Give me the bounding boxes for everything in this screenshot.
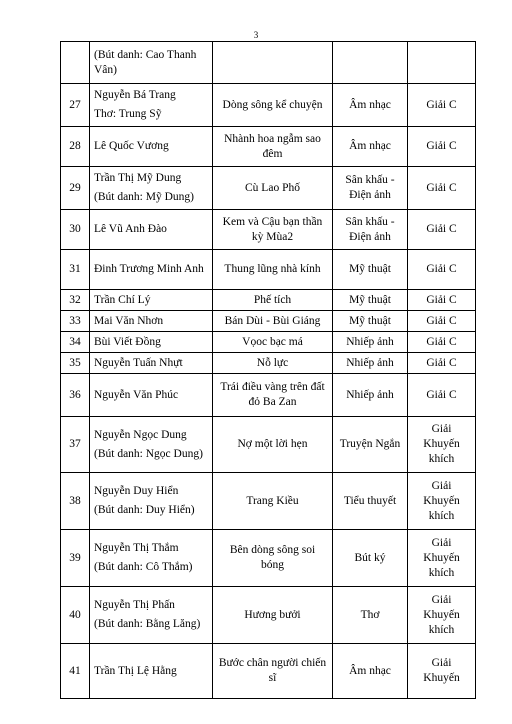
cell-field: Bút ký: [333, 530, 408, 587]
cell-work: Bán Dùi - Bùi Giáng: [213, 311, 333, 332]
cell-prize: Giải Khuyến khích: [408, 417, 476, 473]
cell-prize: Giải Khuyến khích: [408, 530, 476, 587]
person-name: Đinh Trương Minh Anh: [94, 263, 204, 275]
cell-prize: Giải C: [408, 353, 476, 374]
cell-work: Nỗ lực: [213, 353, 333, 374]
cell-work: Trang Kiều: [213, 473, 333, 530]
person-name: Nguyễn Ngọc Dung: [94, 428, 187, 441]
cell-name: [90, 587, 213, 644]
cell-name: [90, 290, 213, 311]
cell-work: Bước chân người chiến sĩ: [213, 644, 333, 699]
person-name: Bùi Viết Đồng: [94, 335, 161, 348]
cell-field: Âm nhạc: [333, 127, 408, 167]
cell-stt: 34: [61, 332, 90, 353]
cell-work: [213, 42, 333, 84]
cell-field: Truyện Ngắn: [333, 417, 408, 473]
cell-work: Kem và Cậu bạn thần kỳ Mùa2: [213, 210, 333, 250]
cell-work: Nợ một lời hẹn: [213, 417, 333, 473]
table-row: [61, 311, 476, 332]
cell-prize: Giải C: [408, 311, 476, 332]
cell-stt: 28: [61, 127, 90, 167]
pen-name: (Bút danh: Cô Thắm): [94, 561, 193, 573]
cell-field: Mỹ thuật: [333, 250, 408, 290]
cell-work: Cù Lao Phố: [213, 167, 333, 210]
cell-name: [90, 374, 213, 417]
cell-work: Dòng sông kể chuyện: [213, 84, 333, 127]
pen-name: (Bút danh: Ngọc Dung): [94, 447, 203, 460]
cell-stt: 40: [61, 587, 90, 644]
cell-field: [333, 42, 408, 84]
cell-name: [90, 84, 213, 127]
cell-prize: [408, 42, 476, 84]
cell-work: Thung lũng nhà kính: [213, 250, 333, 290]
cell-stt: 27: [61, 84, 90, 127]
awards-table-body: [61, 42, 476, 699]
person-name: Nguyễn Thị Phấn: [94, 599, 175, 611]
table-row-carry-over: [61, 42, 476, 84]
table-row: [61, 587, 476, 644]
cell-prize: Giải C: [408, 127, 476, 167]
cell-name: [90, 167, 213, 210]
cell-work: Phế tích: [213, 290, 333, 311]
cell-stt: 41: [61, 644, 90, 699]
person-name: Nguyễn Tuấn Nhựt: [94, 356, 183, 369]
person-name: Trần Chí Lý: [94, 293, 151, 306]
cell-prize: Giải C: [408, 210, 476, 250]
cell-stt: 32: [61, 290, 90, 311]
awards-table: [60, 41, 476, 699]
person-name: Nguyễn Thị Thắm: [94, 542, 179, 554]
cell-work: Trái điều vàng trên đất đỏ Ba Zan: [213, 374, 333, 417]
cell-name: [90, 42, 213, 84]
table-row: [61, 290, 476, 311]
table-row: [61, 84, 476, 127]
person-name: Mai Văn Nhơn: [94, 314, 164, 327]
person-name: Nguyễn Duy Hiển: [94, 485, 179, 497]
cell-stt: 36: [61, 374, 90, 417]
cell-stt: 31: [61, 250, 90, 290]
cell-prize: Giải Khuyến: [408, 644, 476, 699]
table-row: [61, 374, 476, 417]
cell-stt: [61, 42, 90, 84]
cell-name: [90, 311, 213, 332]
cell-name: [90, 127, 213, 167]
table-row: [61, 250, 476, 290]
pen-name: Thơ: Trung Sỹ: [94, 108, 162, 120]
cell-field: Thơ: [333, 587, 408, 644]
cell-field: Mỹ thuật: [333, 290, 408, 311]
pen-name: (Bút danh: Cao Thanh Vân): [94, 48, 197, 76]
cell-work: Bên dòng sông soi bóng: [213, 530, 333, 587]
cell-stt: 35: [61, 353, 90, 374]
pen-name: (Bút danh: Bằng Lăng): [94, 618, 201, 630]
cell-field: Âm nhạc: [333, 644, 408, 699]
cell-prize: Giải C: [408, 374, 476, 417]
cell-stt: 38: [61, 473, 90, 530]
cell-field: Tiểu thuyết: [333, 473, 408, 530]
table-row: [61, 127, 476, 167]
table-row: [61, 417, 476, 473]
person-name: Lê Vũ Anh Đào: [94, 223, 167, 235]
table-row: [61, 353, 476, 374]
cell-work: Hương bưởi: [213, 587, 333, 644]
cell-field: Nhiếp ảnh: [333, 374, 408, 417]
cell-prize: Giải C: [408, 84, 476, 127]
cell-prize: Giải Khuyến khích: [408, 587, 476, 644]
cell-field: Nhiếp ảnh: [333, 353, 408, 374]
table-row: [61, 210, 476, 250]
person-name: Nguyễn Bá Trang: [94, 89, 176, 101]
cell-work: Nhành hoa ngẫm sao đêm: [213, 127, 333, 167]
person-name: Lê Quốc Vương: [94, 140, 169, 152]
cell-name: [90, 250, 213, 290]
cell-name: [90, 644, 213, 699]
pen-name: (Bút danh: Duy Hiển): [94, 504, 195, 516]
cell-name: [90, 417, 213, 473]
pen-name: (Bút danh: Mỹ Dung): [94, 191, 194, 203]
cell-name: [90, 210, 213, 250]
cell-prize: Giải C: [408, 250, 476, 290]
cell-stt: 30: [61, 210, 90, 250]
page-number: 3: [253, 30, 259, 40]
cell-name: [90, 332, 213, 353]
table-row: [61, 332, 476, 353]
cell-stt: 33: [61, 311, 90, 332]
cell-field: Sân khấu - Điện ảnh: [333, 210, 408, 250]
cell-field: Âm nhạc: [333, 84, 408, 127]
cell-name: [90, 530, 213, 587]
cell-field: Nhiếp ảnh: [333, 332, 408, 353]
table-row: [61, 530, 476, 587]
person-name: Trần Thị Lệ Hằng: [94, 664, 177, 677]
cell-prize: Giải Khuyến khích: [408, 473, 476, 530]
cell-work: Vọoc bạc má: [213, 332, 333, 353]
cell-name: [90, 353, 213, 374]
cell-prize: Giải C: [408, 332, 476, 353]
cell-prize: Giải C: [408, 167, 476, 210]
cell-prize: Giải C: [408, 290, 476, 311]
cell-field: Mỹ thuật: [333, 311, 408, 332]
table-row: [61, 167, 476, 210]
cell-stt: 39: [61, 530, 90, 587]
person-name: Nguyễn Văn Phúc: [94, 388, 179, 401]
cell-name: [90, 473, 213, 530]
person-name: Trần Thị Mỹ Dung: [94, 172, 182, 184]
table-row: [61, 473, 476, 530]
cell-stt: 37: [61, 417, 90, 473]
cell-field: Sân khấu - Điện ảnh: [333, 167, 408, 210]
cell-stt: 29: [61, 167, 90, 210]
table-row: [61, 644, 476, 699]
